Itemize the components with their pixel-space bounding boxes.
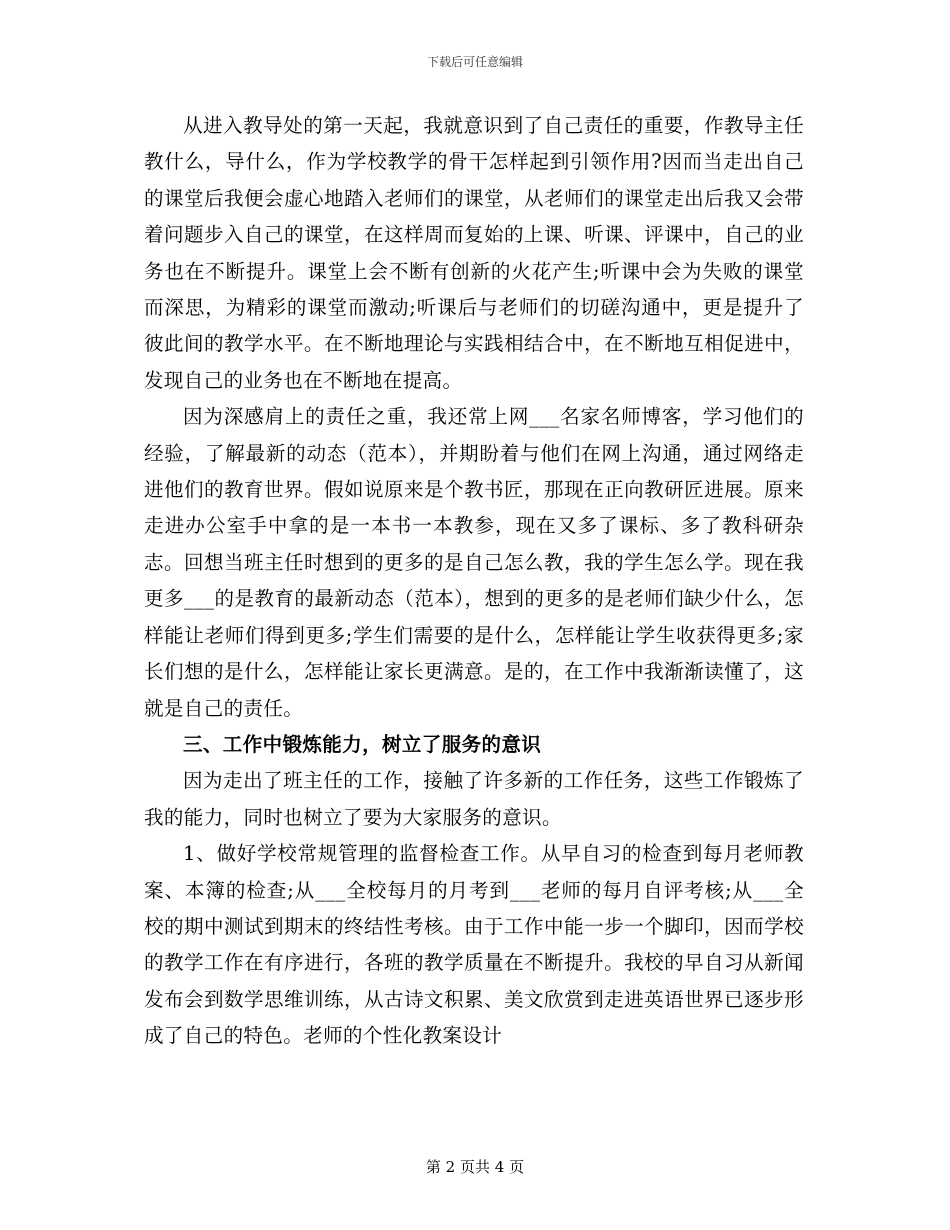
page-header: 下载后可任意编辑	[426, 55, 523, 69]
document-body	[144, 108, 804, 1055]
paragraph: 因为深感肩上的责任之重，我还常上网___名家名师博客，学习他们的经验，了解最新的动态（范本），并期盼着与他们在网上沟通，通过网络走进他们的教育世界。假如说原来是个教书匠，那现在正向教研匠进展。原来走进办公室手中拿的是一本书一本教参，现在又多了课标、多了教科研杂志。回想当班主任时想到的更多的是自己怎么教，我的学生怎么学。现在我更多___的是教育的最新动态（范本），想到的更多的是老师们缺少什么，怎样能让老师们得到更多;学生们需要的是什么，怎样能让学生收获得更多;家长们想的是什么，怎样能让家长更满意。是的，在工作中我渐渐读懂了，这就是自己的责任。	[144, 405, 804, 720]
section-heading: 三、工作中锻炼能力，树立了服务的意识	[183, 732, 542, 756]
paragraph: 从进入教导处的第一天起，我就意识到了自己责任的重要，作教导主任教什么，导什么，作为学校教学的骨干怎样起到引领作用?因而当走出自己的课堂后我便会虚心地踏入老师们的课堂，从老师们的课堂走出后我又会带着问题步入自己的课堂，在这样周而复始的上课、听课、评课中，自己的业务也在不断提升。课堂上会不断有创新的火花产生;听课中会为失败的课堂而深思，为精彩的课堂而激动;听课后与老师们的切磋沟通中，更是提升了彼此间的教学水平。在不断地理论与实践相结合中，在不断地互相促进中，发现自己的业务也在不断地在提高。	[144, 114, 804, 392]
paragraph: 因为走出了班主任的工作，接触了许多新的工作任务，这些工作锻炼了我的能力，同时也树立了要为大家服务的意识。	[144, 769, 804, 829]
page-number-footer: 第 2 页共 4 页	[425, 1158, 525, 1176]
paragraph: 1、做好学校常规管理的监督检查工作。从早自习的检查到每月老师教案、本簿的检查;从___全校每月的月考到___老师的每月自评考核;从___全校的期中测试到期末的终结性考核。由于工作中能一步一个脚印，因而学校的教学工作在有序进行，各班的教学质量在不断提升。我校的早自习从新闻发布会到数学思维训练，从古诗文积累、美文欣赏到走进英语世界已逐步形成了自己的特色。老师的个性化教案设计	[144, 842, 804, 1048]
